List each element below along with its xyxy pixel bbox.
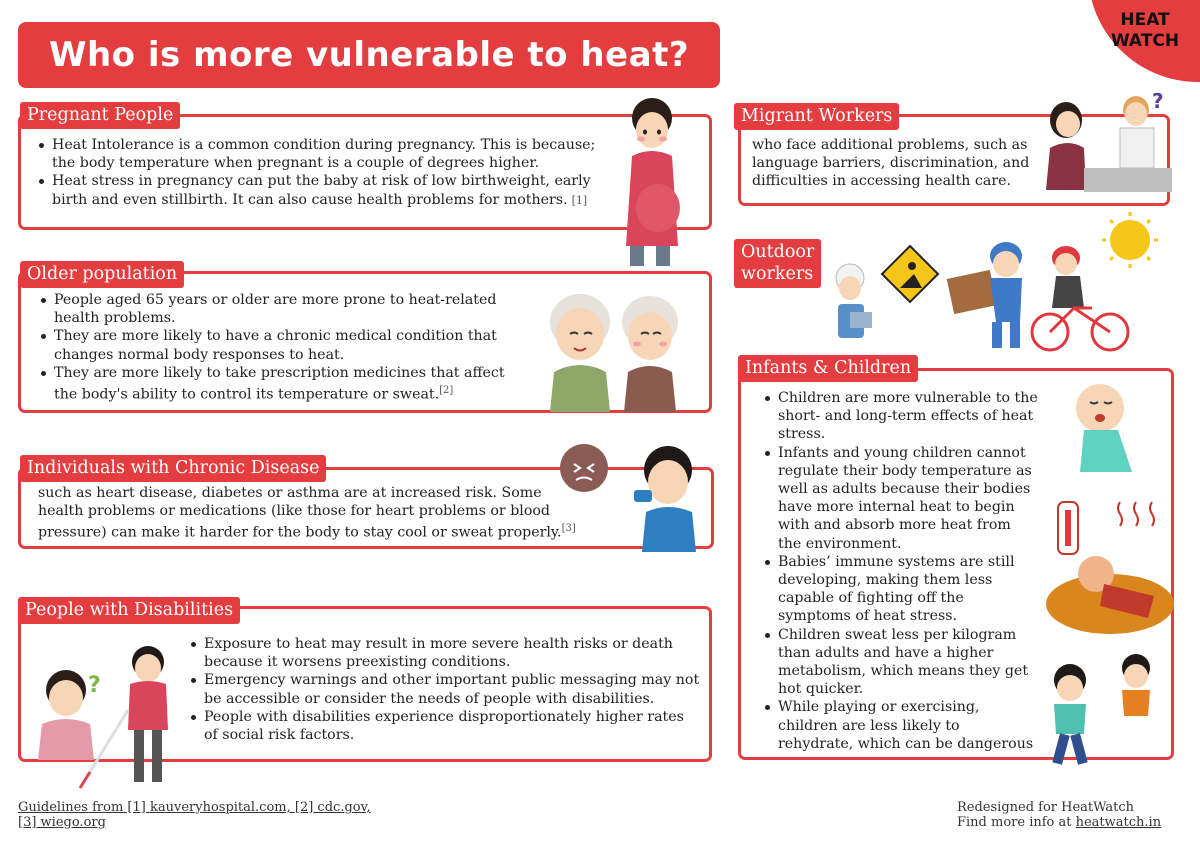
sources-line-2[interactable]: [3] wiego.org [18, 815, 106, 830]
pregnant-list [36, 136, 616, 210]
heatwatch-logo-text: HEAT WATCH [1110, 10, 1180, 51]
outdoor-workers-illustration [830, 212, 1170, 356]
migrant-text: who face additional problems, such as language barriers, discrimination, and difficulties in accessing health care. [752, 137, 1030, 190]
list-item: Heat stress in pregnancy can put the baby at risk of low birthweight, early birth and even stillbirth. It can also cause health problems for mothers. [1] [36, 172, 616, 209]
migrant-workers-illustration [1040, 90, 1172, 194]
list-item: Exposure to heat may result in more severe health risks or death because it worsens preexisting conditions. [188, 635, 700, 671]
more-info-line: Find more info at heatwatch.in [957, 815, 1162, 830]
disabilities-list [188, 635, 700, 744]
chronic-tag: Individuals with Chronic Disease [20, 455, 326, 482]
infants-list [762, 389, 1038, 753]
reference-3: [3] [561, 523, 576, 535]
list-item: Children sweat less per kilogram than adults and have a higher metabolism, which means they get hot quicker. [762, 626, 1038, 699]
migrant-tag: Migrant Workers [734, 103, 899, 130]
page-title: Who is more vulnerable to heat? [48, 35, 690, 75]
sources-line-1[interactable]: Guidelines from [1] kauveryhospital.com, [2] cdc.gov, [18, 800, 371, 815]
list-item: Babies’ immune systems are still developing, making them less capable of fighting off the symptoms of heat stress. [762, 553, 1038, 626]
disabilities-tag: People with Disabilities [18, 597, 240, 624]
list-item: They are more likely to have a chronic medical condition that changes normal body responses to heat. [38, 327, 528, 363]
elderly-couple-illustration [540, 290, 690, 412]
footer-sources [18, 800, 371, 830]
list-item: Children are more vulnerable to the short- and long-term effects of heat stress. [762, 389, 1038, 444]
credits-line: Redesigned for HeatWatch [957, 800, 1135, 815]
svg-text:?: ? [88, 673, 101, 698]
list-item: They are more likely to take prescription medicines that affect the body's ability to control its temperature or sweat.[2] [38, 364, 528, 404]
older-tag: Older population [20, 261, 184, 288]
list-item: People aged 65 years or older are more prone to heat-related health problems. [38, 291, 528, 327]
disabled-people-illustration [30, 640, 186, 790]
list-item: Heat Intolerance is a common condition during pregnancy. This is because; the body temperature when pregnant is a couple of degrees higher. [36, 136, 616, 172]
pregnant-woman-illustration [612, 96, 692, 268]
list-item: Emergency warnings and other important public messaging may not be accessible or consider the needs of people with disabilities. [188, 671, 700, 707]
chronic-illness-illustration [556, 440, 706, 552]
title-banner [18, 22, 720, 88]
reference-2: [2] [439, 385, 454, 397]
reference-1: [1] [571, 193, 588, 207]
list-item: People with disabilities experience disproportionately higher rates of social risk factors. [188, 708, 700, 744]
children-illustration [1040, 378, 1174, 776]
chronic-text: such as heart disease, diabetes or asthma are at increased risk. Some health problems or medications (like those for heart problems or blood pressure) can make it harder for the body to stay cool or sweat properly.[3] [38, 485, 576, 542]
list-item: While playing or exercising, children are less likely to rehydrate, which can be dangerous [762, 698, 1038, 753]
footer-credits [957, 800, 1161, 830]
pregnant-tag: Pregnant People [20, 102, 180, 129]
infants-tag: Infants & Children [738, 355, 918, 382]
svg-text:?: ? [1152, 90, 1164, 113]
outdoor-tag: Outdoor workers [734, 239, 821, 288]
list-item: Infants and young children cannot regulate their body temperature as well as adults because their bodies have more internal heat to begin with and absorb more heat from the environment. [762, 444, 1038, 553]
heatwatch-link[interactable]: heatwatch.in [1075, 815, 1162, 830]
older-list [38, 291, 528, 404]
